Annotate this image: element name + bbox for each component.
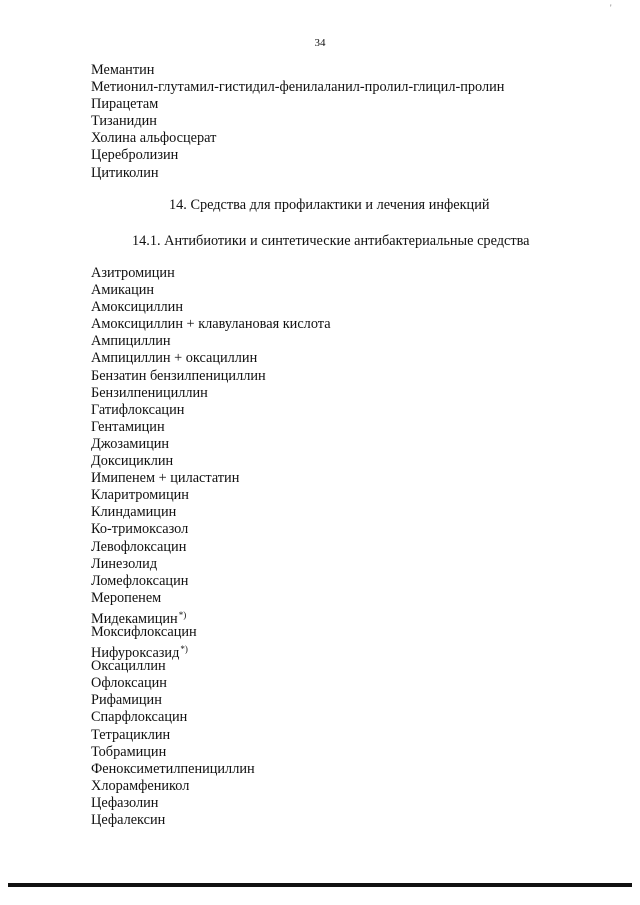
- list-item: [91, 282, 331, 299]
- list-item: [91, 350, 331, 367]
- list-item: Пирацетам: [91, 96, 159, 113]
- list-item: [91, 487, 331, 504]
- list-item: [91, 658, 331, 675]
- drug-name: Левофлоксацин: [91, 538, 187, 555]
- footer-rule: [8, 883, 632, 887]
- list-item: [91, 436, 331, 453]
- drug-name: Бензатин бензилпенициллин: [91, 367, 266, 384]
- drug-name: Цефалексин: [91, 812, 166, 828]
- drug-name: Тетрациклин: [91, 726, 171, 743]
- drug-name: Рифамицин: [91, 692, 162, 709]
- list-item: [91, 744, 331, 761]
- drug-name: Азитромицин: [91, 265, 175, 281]
- drug-name: Амоксициллин + клавулановая кислота: [91, 316, 331, 333]
- list-item: [91, 556, 331, 573]
- list-item: Цитиколин: [91, 164, 159, 181]
- list-item: [91, 795, 331, 812]
- drug-name: Нифуроксазид: [91, 645, 180, 662]
- list-item: [91, 709, 331, 726]
- drug-name: Гентамицин: [91, 418, 165, 435]
- drug-name: Кларитромицин: [91, 487, 189, 504]
- list-item: [91, 316, 331, 333]
- list-item: [91, 521, 331, 538]
- list-item: [91, 624, 331, 641]
- section-heading: 14. Средства для профилактики и лечения инфекций: [169, 197, 490, 213]
- drug-name: Имипенем + циластатин: [91, 470, 240, 487]
- drug-name: Бензилпенициллин: [91, 384, 208, 401]
- list-item: [91, 539, 331, 556]
- list-item: [91, 573, 331, 590]
- drug-name: Офлоксацин: [91, 675, 167, 692]
- subsection-heading: 14.1. Антибиотики и синтетические антибактериальные средства: [132, 233, 530, 249]
- list-item: [91, 299, 331, 316]
- list-item: [91, 470, 331, 487]
- drug-name: Ампициллин: [91, 333, 171, 350]
- drug-name: Спарфлоксацин: [91, 709, 188, 726]
- drug-name: Амикацин: [91, 282, 155, 299]
- list-item: [91, 641, 331, 662]
- list-item: [91, 504, 331, 521]
- list-item: [91, 453, 331, 470]
- list-item: [91, 778, 331, 795]
- list-item: Церебролизин: [91, 147, 179, 164]
- drug-name: Меропенем: [91, 589, 162, 606]
- list-item: [91, 385, 331, 402]
- drug-name: Клиндамицин: [91, 504, 177, 521]
- drug-name: Джозамицин: [91, 435, 170, 452]
- list-item: [91, 402, 331, 419]
- drug-name: Хлорамфеникол: [91, 777, 190, 794]
- drug-name: Ампициллин + оксациллин: [91, 350, 258, 367]
- list-item: [91, 812, 331, 829]
- drug-name: Линезолид: [91, 555, 158, 572]
- drug-name: Ломефлоксацин: [91, 572, 189, 589]
- drug-name: Оксациллин: [91, 658, 166, 675]
- drug-name: Цефазолин: [91, 794, 159, 811]
- drug-name: Феноксиметилпенициллин: [91, 760, 255, 777]
- list-item: [91, 419, 331, 436]
- list-item: [91, 727, 331, 744]
- drug-name: Доксициклин: [91, 453, 174, 470]
- list-item: [91, 761, 331, 778]
- list-item: [91, 675, 331, 692]
- list-item: [91, 368, 331, 385]
- antibiotics-list: [91, 265, 331, 829]
- drug-list-continued: [91, 62, 504, 182]
- list-item: [91, 692, 331, 709]
- list-item: [91, 607, 331, 627]
- drug-name: Моксифлоксацин: [91, 623, 197, 640]
- list-item: Мемантин: [91, 62, 155, 78]
- drug-name: Мидекамицин: [91, 610, 178, 627]
- list-item: Холина альфосцерат: [91, 130, 217, 147]
- corner-mark: ': [610, 3, 612, 13]
- footnote-marker: *): [180, 644, 188, 655]
- drug-name: Ко-тримоксазол: [91, 521, 189, 538]
- list-item: [91, 333, 331, 350]
- page-number: 34: [314, 37, 326, 49]
- list-item: [91, 265, 331, 282]
- list-item: Метионил-глутамил-гистидил-фенилаланил-пролил-глицил-пролин: [91, 79, 505, 96]
- list-item: Тизанидин: [91, 113, 157, 130]
- list-item: [91, 590, 331, 607]
- drug-name: Амоксициллин: [91, 299, 183, 316]
- drug-name: Гатифлоксацин: [91, 401, 185, 418]
- footnote-marker: *): [178, 609, 187, 620]
- drug-name: Тобрамицин: [91, 743, 167, 760]
